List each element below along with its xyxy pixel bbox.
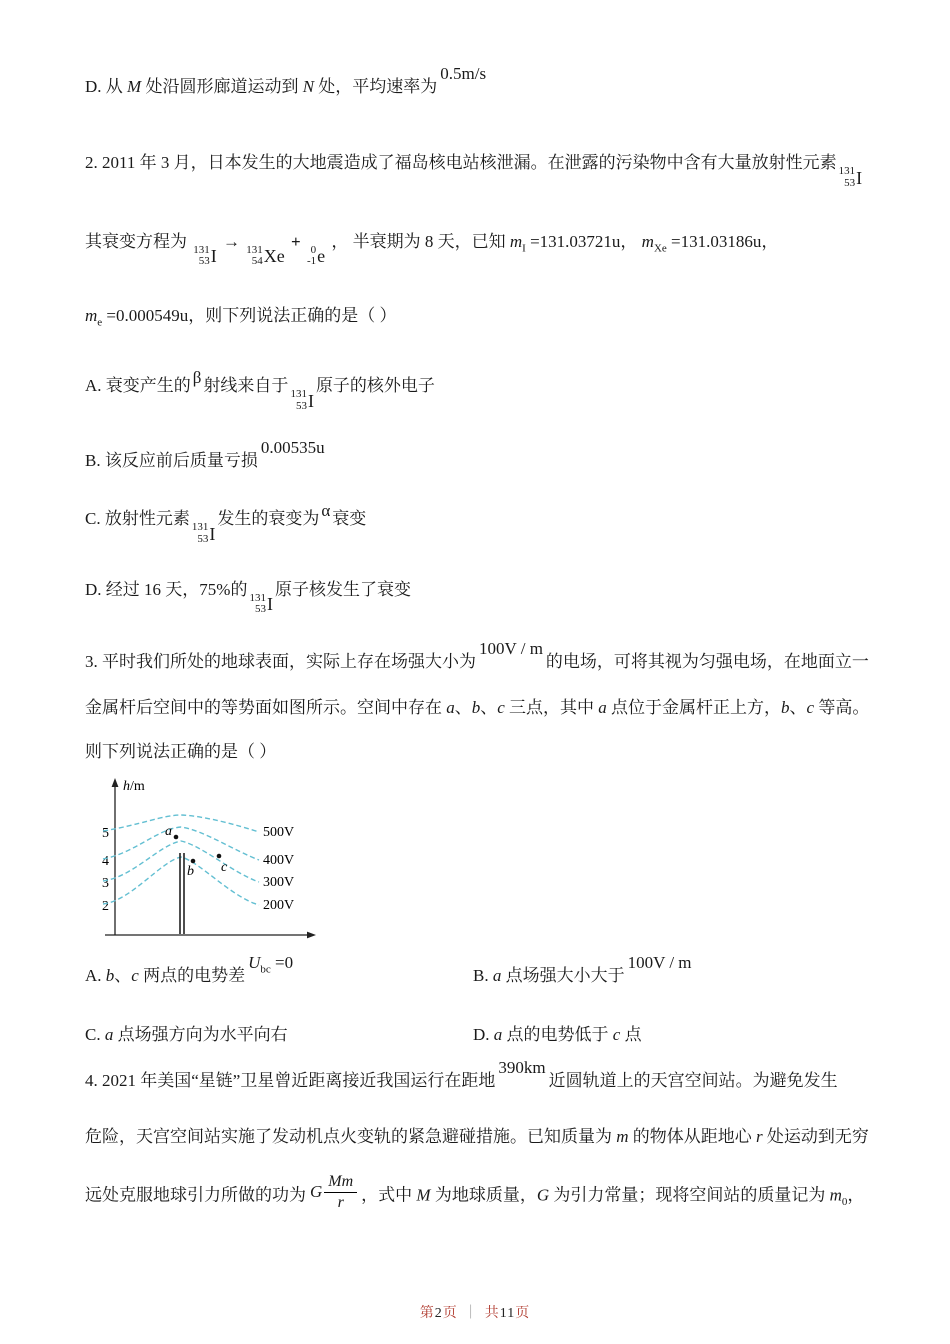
element-symbol: I bbox=[210, 246, 217, 267]
orbit-altitude-value: 390km bbox=[498, 1057, 546, 1077]
var-c: c bbox=[612, 1024, 621, 1044]
equipotential-200v bbox=[103, 857, 259, 905]
q2d-post: 原子核发生了衰变 bbox=[274, 579, 411, 599]
frac-denominator: r bbox=[337, 1193, 344, 1211]
nuclide-i131 bbox=[290, 386, 314, 416]
q4-intro1-post: 近圆轨道上的天宫空间站。为避免发生 bbox=[548, 1070, 838, 1090]
equipotential-300v bbox=[103, 841, 259, 882]
q2b-pre: B. 该反应前后质量亏损 bbox=[85, 451, 258, 471]
var-a: a bbox=[104, 1024, 114, 1044]
decay-arrow: → bbox=[223, 231, 240, 251]
q2d-pre: D. 经过 16 天，75%的 bbox=[85, 579, 248, 599]
q3-intro-line1 bbox=[85, 639, 875, 677]
q4-intro3-mid3: 为引力常量；现将空间站的质量记为 bbox=[549, 1184, 830, 1204]
comma: ， bbox=[620, 231, 642, 251]
var-m0: m bbox=[829, 1184, 842, 1204]
q3c-pre: C. bbox=[85, 1024, 105, 1044]
equipotential-500v bbox=[103, 815, 259, 832]
mass-defect-value: 0.00535u bbox=[260, 438, 325, 458]
q2-option-a bbox=[85, 368, 875, 416]
atomic-number: 53 bbox=[295, 400, 307, 413]
var-mI-sub: I bbox=[522, 241, 526, 254]
nuclide-i131 bbox=[192, 519, 216, 549]
label-500v: 500V bbox=[263, 825, 295, 841]
q3-option-c bbox=[85, 1020, 473, 1050]
var-me-sub: e bbox=[97, 316, 103, 329]
var-me: m bbox=[85, 306, 98, 326]
var-m: m bbox=[616, 1126, 629, 1146]
q3-option-a bbox=[85, 953, 473, 997]
var-b: b bbox=[781, 698, 790, 718]
element-symbol: I bbox=[856, 167, 863, 188]
mass-number: 131 bbox=[249, 591, 266, 604]
q2c-mid: 发生的衰变为 bbox=[217, 509, 320, 529]
q4-intro-line2 bbox=[85, 1122, 875, 1152]
var-b: b bbox=[105, 966, 115, 986]
var-b: b bbox=[471, 698, 481, 718]
element-symbol: e bbox=[317, 246, 326, 267]
gravity-work-formula bbox=[310, 1172, 357, 1213]
q3a-pre: A. bbox=[85, 966, 106, 986]
label-400v: 400V bbox=[263, 853, 295, 869]
q2-intro1-text: 2. 2011 年 3 月，日本发生的大地震造成了福岛核电站核泄漏。在泄露的污染物中含有大量放射性元素 bbox=[85, 153, 837, 172]
point-b-dot bbox=[191, 859, 196, 864]
mXe-value: =131.03186u bbox=[666, 231, 762, 251]
q3-intro3-text: 则下列说法正确的是（ ） bbox=[85, 742, 277, 762]
atomic-number: 53 bbox=[254, 603, 266, 616]
q2-option-d bbox=[85, 575, 875, 620]
plus-sign: + bbox=[291, 231, 301, 251]
beta-symbol: β bbox=[192, 368, 202, 388]
var-a: a bbox=[492, 966, 502, 986]
nuclide-xe131 bbox=[246, 241, 285, 271]
mass-number: 131 bbox=[193, 243, 210, 256]
q3-intro-line3 bbox=[85, 737, 875, 767]
q3-intro1-post: 的电场，可将其视为匀强电场，在地面立一 bbox=[545, 652, 869, 672]
point-c-label: c bbox=[221, 860, 228, 876]
mass-number: 131 bbox=[191, 521, 209, 534]
footer-ye: 页 bbox=[515, 1306, 531, 1321]
point-c-dot bbox=[217, 854, 222, 859]
var-G: G bbox=[536, 1184, 550, 1204]
atomic-number: 53 bbox=[197, 532, 209, 545]
axis-label-h: h/m bbox=[123, 779, 145, 795]
element-symbol: I bbox=[209, 523, 216, 544]
var-c: c bbox=[131, 966, 139, 986]
mI-value: =131.03721u bbox=[525, 231, 621, 251]
var-U: U bbox=[248, 953, 261, 973]
page-content bbox=[85, 64, 875, 1217]
var-a: a bbox=[446, 698, 455, 718]
comma: ， bbox=[761, 231, 779, 251]
q3d-pre: D. bbox=[473, 1024, 494, 1044]
q4-intro2-post: 处运动到无穷 bbox=[762, 1126, 869, 1146]
q2-eq-mid: ， 半衰期为 8 天，已知 bbox=[331, 231, 506, 251]
q3-intro2a: 金属杆后空间中的等势面如图所示。空间中存在 bbox=[85, 698, 447, 718]
q2-outro-text: ，则下列说法正确的是（ ） bbox=[188, 306, 397, 326]
atomic-number: 53 bbox=[198, 255, 210, 268]
tick-4: 4 bbox=[102, 854, 109, 870]
var-c: c bbox=[806, 698, 815, 718]
nuclide-i131 bbox=[249, 589, 273, 619]
q1d-text-pre: D. 从 bbox=[85, 77, 128, 96]
q2a-pre: A. 衰变产生的 bbox=[85, 376, 191, 396]
q4-intro3-mid2: 为地球质量， bbox=[430, 1184, 537, 1204]
q3-intro-line2 bbox=[85, 693, 875, 723]
var-a: a bbox=[493, 1024, 503, 1044]
footer-total-pages: 11 bbox=[499, 1306, 516, 1321]
q3c-mid: 点场强方向为水平向右 bbox=[113, 1024, 288, 1044]
tick-5: 5 bbox=[102, 826, 109, 842]
q4-intro2-pre: 危险，天宫空间站实施了发动机点火变轨的紧急避碰措施。已知质量为 bbox=[85, 1126, 617, 1146]
equipotential-400v bbox=[103, 827, 259, 860]
label-300v: 300V bbox=[263, 875, 295, 891]
q4-intro3-post: ， bbox=[847, 1184, 865, 1204]
q2a-mid: 射线来自于 bbox=[203, 376, 289, 396]
q3-intro2b: 三点，其中 bbox=[504, 698, 599, 718]
tick-2: 2 bbox=[102, 899, 109, 915]
q2-option-c bbox=[85, 501, 875, 549]
q2c-post: 衰变 bbox=[332, 509, 367, 529]
footer-gong: 共 bbox=[484, 1306, 500, 1321]
element-symbol: Xe bbox=[263, 246, 285, 267]
q4-intro3-pre: 远处克服地球引力所做的功为 bbox=[85, 1184, 306, 1204]
mass-number: 131 bbox=[838, 165, 856, 177]
potential-diff-formula bbox=[248, 948, 293, 984]
var-mXe-sub: Xe bbox=[653, 241, 667, 254]
q3-option-b bbox=[473, 953, 695, 997]
q3d-post: 点 bbox=[620, 1024, 642, 1044]
q4-intro1-pre: 4. 2021 年美国“星链”卫星曾近距离接近我国运行在距地 bbox=[85, 1070, 496, 1090]
footer-di: 第 bbox=[419, 1306, 435, 1321]
var-N: N bbox=[302, 77, 315, 96]
q2-eq-pre: 其衰变方程为 bbox=[85, 231, 187, 251]
q3-option-d bbox=[473, 1020, 642, 1050]
q3b-mid: 点场强大小大于 bbox=[501, 966, 625, 986]
frac-numerator: Mm bbox=[328, 1172, 354, 1190]
mass-number: 131 bbox=[246, 243, 263, 256]
q3-intro2c: 点位于金属杆正上方， bbox=[606, 698, 782, 718]
tick-3: 3 bbox=[102, 876, 109, 892]
var-c: c bbox=[497, 698, 505, 718]
point-b-label: b bbox=[187, 864, 194, 880]
q1-option-d bbox=[85, 64, 875, 102]
footer-ye: 页 bbox=[442, 1306, 458, 1321]
q3a-mid: 两点的电势差 bbox=[138, 966, 246, 986]
label-200v: 200V bbox=[263, 898, 295, 914]
q2-me-line bbox=[85, 301, 875, 337]
nuclide-i131 bbox=[839, 163, 863, 193]
var-U-sub: bc bbox=[260, 963, 271, 976]
q2c-pre: C. 放射性元素 bbox=[85, 509, 190, 529]
point-a-label: a bbox=[165, 824, 172, 840]
q2-equation-line bbox=[85, 227, 875, 272]
var-mI: m bbox=[509, 231, 523, 251]
q3d-mid: 点的电势低于 bbox=[502, 1024, 613, 1044]
var-a: a bbox=[598, 698, 607, 718]
point-a-dot bbox=[174, 835, 179, 840]
q4-intro-line3 bbox=[85, 1172, 875, 1217]
element-symbol: I bbox=[266, 594, 273, 615]
q1d-speed-value: 0.5m/s bbox=[440, 64, 487, 83]
q4-intro-line1 bbox=[85, 1057, 875, 1096]
q1d-text-post: 处，平均速率为 bbox=[314, 77, 438, 96]
var-G: G bbox=[310, 1182, 323, 1202]
field-strength-value: 100V / m bbox=[627, 953, 692, 973]
q2-intro-line1 bbox=[85, 148, 875, 193]
equipotential-diagram bbox=[85, 773, 335, 955]
footer-page-number: 2 bbox=[434, 1306, 443, 1321]
atomic-number: 53 bbox=[844, 176, 856, 189]
var-M: M bbox=[127, 77, 142, 96]
atomic-number: 54 bbox=[251, 255, 263, 268]
footer-separator: ｜ bbox=[463, 1306, 479, 1321]
atomic-number: -1 bbox=[306, 255, 317, 268]
var-M: M bbox=[416, 1184, 431, 1204]
var-r: r bbox=[756, 1126, 763, 1146]
q3b-pre: B. bbox=[473, 966, 493, 986]
q2a-post: 原子的核外电子 bbox=[315, 376, 435, 396]
mass-number: 0 bbox=[310, 243, 317, 256]
x-axis-arrow bbox=[307, 932, 316, 939]
separator: 、 bbox=[114, 966, 132, 986]
nuclide-electron bbox=[307, 241, 325, 271]
q3-options-row2 bbox=[85, 1020, 875, 1050]
field-strength-value: 100V / m bbox=[479, 639, 543, 659]
separator: 、 bbox=[789, 698, 807, 718]
q2-option-b bbox=[85, 438, 875, 476]
separator: 、 bbox=[454, 698, 472, 718]
U-value: =0 bbox=[270, 953, 294, 973]
q1d-text-mid: 处沿圆形廊道运动到 bbox=[141, 77, 303, 96]
y-axis-arrow bbox=[112, 778, 119, 787]
q3-intro1-pre: 3. 平时我们所处的地球表面，实际上存在场强大小为 bbox=[85, 652, 476, 672]
page-footer bbox=[0, 1302, 950, 1322]
me-value: =0.000549u bbox=[102, 306, 189, 326]
separator: 、 bbox=[480, 698, 498, 718]
equipotential-svg bbox=[85, 773, 335, 955]
var-mXe: m bbox=[641, 231, 654, 251]
q4-intro3-mid1: ，式中 bbox=[361, 1184, 417, 1204]
alpha-symbol: α bbox=[321, 501, 331, 521]
var-m0-sub: 0 bbox=[841, 1195, 848, 1208]
nuclide-i131 bbox=[193, 241, 217, 271]
q3-intro2d: 等高。 bbox=[814, 698, 870, 718]
q4-intro2-mid: 的物体从距地心 bbox=[628, 1126, 757, 1146]
mass-number: 131 bbox=[290, 388, 307, 401]
element-symbol: I bbox=[307, 391, 314, 412]
q3-options-row1 bbox=[85, 953, 875, 997]
